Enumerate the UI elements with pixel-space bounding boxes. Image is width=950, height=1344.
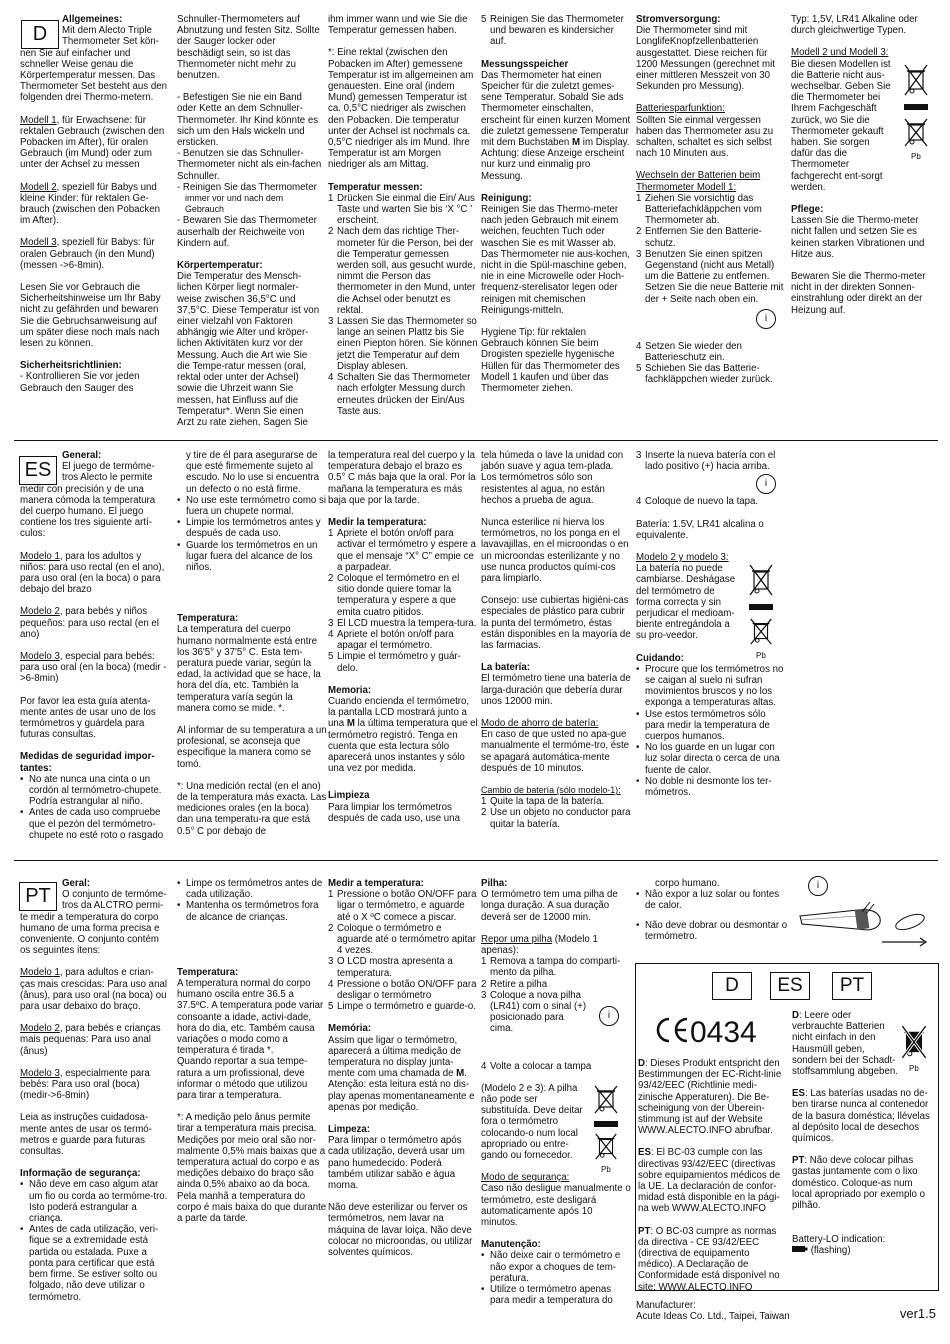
es-column-4 — [481, 450, 631, 830]
de-safety-item: - Befestigen Sie nie ein Band oder Kette an dem Schnuller-Thermometer. Ihr Kind könnte es sich um den Hals wickeln und ersticken. — [177, 92, 319, 149]
es-intro-title: General: — [62, 450, 102, 461]
pt-measure-step: 1 Pressione o botão ON/OFF para ligar o termómetro, e aguarde até o X ºC comece a piscar. — [328, 889, 477, 923]
es-measure-step: 3 El LCD muestra la tempera-tura. — [328, 617, 477, 629]
pt-temp-text: A temperatura normal do corpo humano oscila entre 36.5 a 37.5ºC. A temperatura pode variar consoante a idade, activi-dade, hora do dia, etc. Também causa variações o modo como a temperatura é tirada *. — [177, 978, 324, 1057]
es-model-1: Modelo 1, para los adultos y niños: para uso rectal (en el ano), para uso oral (en la boca) o para debajo del brazo — [20, 550, 165, 596]
de-memory-title: Messungsspeicher — [481, 58, 569, 70]
de-models-2-3-text: Bie diesen Modellen ist die Batterie nicht aus-wechselbar. Geben Sie die Thermometer bei Ihrem Fachgeschäft zurück, wo Sie die Thermometer gekauft haben. Sie sorgen dafür das die Thermometer fachgerecht ent-sorgt werden. — [791, 58, 891, 193]
es-cleaning-title: Limpieza — [328, 790, 370, 802]
de-care-text-2: Bewaren Sie die Thermo-meter nicht in der direkten Sonnen-einstrahlung oder direkt an der Heizung auf. — [791, 271, 926, 316]
es-intro-line2: tros Alecto le permite — [62, 472, 153, 484]
de-hygiene-tip: Hygiene Tip: für rektalen Gebrauch können Sie beim Drogisten spezielle hygenische Hüllen für das Thermometer des Modell 1 kaufen und über das Thermometer ziehen. — [481, 327, 620, 395]
es-battery-save-text: En caso de que usted no apa-gue manualmente el termóme-tro, éste se apagará automática-mente después de 10 minutos. — [481, 729, 630, 774]
es-battery-step: 1 Quite la tapa de la batería. — [481, 796, 605, 808]
version-label: ver1.5 — [899, 1306, 936, 1321]
de-measure-title: Temperatur messen: — [328, 181, 423, 193]
pt-memory-text: Assim que ligar o termómetro, aparecerá a última medição de temperatura no display junta-mente com uma chamada de M. Atenção: esta leitura está no dis-play apenas momentaneamente e apenas por medição. — [328, 1034, 475, 1113]
pt-measure-step: 4 Pressione o botão ON/OFF para desligar o termómetro — [328, 978, 477, 1002]
es-column-1 — [20, 450, 168, 841]
es-measure-step: 5 Limpie el termómetro y guár-delo. — [328, 651, 461, 674]
crossed-out-wheelie-bin-icon — [593, 1085, 619, 1115]
de-measure-step: 5 Reinigen Sie das Thermometer und bewaren es kindersicher auf. — [481, 14, 624, 48]
bin-underbar — [594, 1121, 618, 1127]
de-safety-item: - Kontrollieren Sie vor jeden Gebrauch den Sauger des — [20, 371, 140, 394]
de-battery-step: 4 Setzen Sie wieder den Batterieschutz ein. — [636, 340, 742, 364]
es-safety-cont: y tire de él para asegurarse de que esté firmemente sujeto al escudo. No lo use si encuentra un defecto o no está firme. — [186, 450, 320, 495]
es-cleaning-advice: Consejo: use cubiertas higiéni-cas especiales de plástico para cubrir la punta del termómetro, éstas están disponibles en la mayoría de las farmacias. — [481, 595, 631, 652]
box-lang-tab: PT — [832, 972, 872, 1000]
es-safety-item: • No ate nunca una cinta o un cordón al termómetro-chupete. Podría estrangular al niño. — [20, 773, 162, 808]
de-safety-item-small: immer vor und nach dem Gebrauch — [185, 193, 284, 215]
pt-safety-item: • Limpe os termómetros antes de cada utilização. — [177, 878, 323, 901]
es-memory-title: Memoria: — [328, 684, 372, 696]
box-de-declaration: D: Dieses Produkt entspricht den Bestimmungen der EC-Richt-linie 93/42/EEC (Richtlinie medi-zinische Apperaturen). Die Be-scheinigung von der Überein-stimmung ist auf der Website WWW.ALECTO.INFO abrufbar. — [638, 1058, 782, 1137]
es-temp-text: La temperatura del cuerpo humano normalmente está entre los 36'5° y 37'5° C. Esta tem-peratura puede variar, según la edad, la actividad que se hace, la hora del día, etc. También la temperatura varía según la manera como se mide. *. — [177, 624, 321, 714]
pt-cleaning-never: Não deve esterilizar ou ferver os termómetros, nem lavar na máquina de lavar loiça. Não deve colocar no microondas, ou utilizar solventes químicos. — [328, 1202, 473, 1259]
es-safety-item: • Guarde los termómetros en un lugar fuera del alcance de los niños. — [177, 539, 318, 574]
es-intro-line1: El juego de termóme- — [62, 461, 155, 473]
ce-mark — [654, 1016, 757, 1050]
es-battery-step: 3 Inserte la nueva batería con el lado positivo (+) hacia arriba. — [636, 450, 776, 473]
de-safety-item: - Bewaren Sie das Thermometer auserhalb der Reichweite von Kindern auf. — [177, 215, 317, 249]
pt-read-notice: Leia as instruções cuidadosa-mente antes de usar os termó-metros e guarde para futuras consultas. — [20, 1112, 152, 1158]
es-cleaning-cont: tela húmeda o lave la unidad con jabón suave y agua tem-plada. Los termómetros sólo son resistentes al agua, no están hechos a prueba de agua. — [481, 450, 624, 506]
es-measure-step: 4 Apriete el botón on/off para apagar el termómetro. — [328, 629, 454, 652]
crossed-out-wheelie-bin-icon — [593, 1133, 619, 1161]
section-german — [12, 14, 938, 434]
lang-label-es: ES — [19, 456, 57, 485]
crossed-out-wheelie-bin-icon — [903, 63, 929, 97]
es-temp-inform: Al informar de su temperatura a un profesional, se aconseja que especifique la manera como se tomó. — [177, 725, 327, 770]
es-model-2: Modelo 2, para bebés y niños pequeños: para uso rectal (en el ano) — [20, 606, 159, 640]
de-battery-change-title: Wechseln der Batterien beim Thermometer Modell 1: — [636, 170, 761, 193]
de-measure-step: 1 Drücken Sie einmal die Ein/ Aus Taste und warten Sie bis ‘X °C ’ erscheint. — [328, 192, 475, 227]
es-safety-item: • Limpie los termómetros antes y después de cada uso. — [177, 517, 321, 540]
pt-column-2 — [177, 878, 327, 1224]
crossed-out-wheelie-bin-icon — [748, 563, 774, 597]
info-icon: i — [756, 474, 776, 494]
de-memory-text: Das Thermometer hat einen Speicher für die zuletzt gemes-sene Temperatur. Sobald Sie ads Thermometer einschalten, erscheint für einen kurzen Moment die zuletzt gemessene Temperatur mit dem Buchstaben M im Display. Achtung: diese Anzeige erscheint nur kurz und einmalig pro Messung. — [481, 69, 631, 182]
de-models-2-3-title: Modell 2 und Modell 3: — [791, 47, 889, 59]
pt-temp-title: Temperatura: — [177, 966, 239, 978]
pt-measure-step: 5 Limpe o termómetro e guarde-o. — [328, 1001, 476, 1013]
de-temp-note: *: Eine rektal (zwischen den Pobacken im After) gemessene Temperatur ist im allgemeinen am genauesten. Eine oral (indem Mund) gemessen Temperatur ist ca. 0,5°C niedriger als zwischen den Pobacken. Die temperatur unter der Achsel ist nochmals ca. 0,5°C niedriger als im Mund. Ihre Temperatur ist am Morgen niedriger als am Mittag. — [328, 47, 474, 171]
es-temp-note: *: Una medición rectal (en el ano) de la temperatura más exacta. Las mediciones orales (en la boca) dan una temperatu-ra que está 0.5° C por debajo de — [177, 780, 327, 837]
pt-temp-note: *: A medição pelo ânus permite tirar a temperatura mais precisa. Medições por meio oral são nor-malmente 0,5% mais baixas que a temperatura actual do corpo e as medições debaixo do braço são ainda 0,5% abaixo ao da boca. Pela manhã a temperatura do corpo é mais baixa do que durante a parte da tarde. — [177, 1112, 327, 1225]
bin-underbar — [904, 104, 928, 110]
de-care-title: Pflege: — [791, 204, 824, 216]
pt-safety-mode-text: Caso não desligue manualmente o termómetro, este desligará automaticamente após 10 minutos. — [481, 1183, 631, 1229]
pt-battery-step: 2 Retire a pilha — [481, 978, 548, 990]
pt-safety-item: • Não deve em caso algum atar um fio ou corda ao termóme-tro. Isto poderá estrangular a criança. — [20, 1179, 168, 1225]
de-battery-step: 2 Entfernen Sie den Batterie-schutz. — [636, 226, 762, 249]
pt-measure-step: 3 O LCD mostra apresenta a temperatura. — [328, 956, 453, 979]
low-battery-icon — [792, 1245, 808, 1253]
es-safety-item: • No use este termómetro como si fuera un chupete normal. — [177, 494, 326, 518]
es-column-5 — [636, 450, 786, 798]
pt-maintenance-item: • Não deixe cair o termómetro e não expor a choques de tem-peratura. — [481, 1250, 621, 1284]
manufacturer-label: Manufacturer: — [636, 1300, 696, 1311]
pt-models-2-3-text: (Modelo 2 e 3): A pilha não pode ser substituída. Deve deitar fora o termómetro colocando-o num local apropriado ou entre-gando ou fornecedor. — [481, 1082, 583, 1162]
pt-intro-text: te medir a temperatura do corpo humano de uma forma precisa e conveniente. O conjunto contém os seguintes itens: — [20, 911, 160, 957]
es-safety-item: • Antes de cada uso compruebe que el pezón del termómetro-chupete no esté roto o rasgado — [20, 807, 164, 841]
es-temp-title: Temperatura: — [177, 613, 239, 625]
es-care-item: • No doble ni desmonte los ter-mómetros. — [636, 775, 772, 799]
crossed-out-wheelie-bin-icon — [748, 618, 774, 646]
es-battery-save-title: Modo de ahorro de batería: — [481, 718, 599, 730]
es-intro-text: medir con precisión y de una manera cómoda la temperatura del cuerpo humano. El juego contiene los tres siguiente artí-culos: — [20, 483, 156, 540]
es-cleaning-never: Nunca esterilice ni hierva los termómetros, no los ponga en el lavavajillas, en el microondas o en un microondas esterilizante y no use nunca productos quími-cos para limpiarlo. — [481, 517, 629, 585]
pt-column-3 — [328, 878, 478, 1258]
es-memory-text: Cuando encienda el termómetro, la pantalla LCD mostrará junto a una M la última temperatura que el termómetro registró. Tenga en cuenta que esta lectura sólo aparecerá unos instantes y sólo una vez por medida. — [328, 696, 478, 775]
de-body-temp-text: Die Temperatur des Mensch-lichen Körper liegt normaler-weise zwischen 36,5°C und 37,5°C. Diese Temperatur ist von einer vielzahl von Faktoren abhängig wie Alter und kröper-lichen Aktivitäten kurz vor der Messung. Auch die Art wie Sie die Tempe-ratur messen (oral, rektal oder unter der Achsel) sowie die Uhrzeit wann Sie messen, hat Einfluss auf die Temperatur*. Wenn Sie einen Arzt zu rate ziehen, Sagen Sie — [177, 271, 320, 428]
pt-cleaning-text: Para limpar o termómetro após cada utilização, deverá usar um pano humedecido. Poderá também utilizar sabão e água morna. — [328, 1135, 465, 1192]
de-temp-cont: ihm immer wann und wie Sie die Temperatur gemessen haben. — [328, 14, 468, 37]
de-battery-save-title: Batteriesparfunktion: — [636, 103, 725, 115]
pb-label: Pb — [911, 152, 921, 162]
pt-intro-line1: O conjunto de termóme- — [62, 889, 167, 901]
info-icon: i — [756, 309, 776, 329]
pt-measure-title: Medir a temperatura: — [328, 878, 424, 889]
bin-underbar — [749, 604, 773, 610]
pb-label: Pb — [909, 1064, 919, 1074]
pt-battery-text: O termómetro tem uma pilha de longa duração. A sua duração deverá ser de 12000 min. — [481, 889, 618, 923]
de-power-text: Die Thermometer sind mit LonglifeKnopfzellenbatterien ausgestattet. Diese reichen für 1200 Messungen (gerechnet mit einer mittleren Messzeit von 30 Sekunden pro Messung). — [636, 25, 775, 93]
pt-maintenance-item: • Não deve dobrar ou desmontar o termómetro. — [636, 919, 788, 942]
de-column-5 — [636, 14, 786, 386]
pt-intro-title: Geral: — [62, 878, 90, 889]
box-lang-tab: D — [712, 972, 752, 1000]
pt-intro-line2: tros da ALCTRO permi- — [62, 900, 164, 912]
divider — [14, 440, 938, 441]
pt-safety-mode-title: Modo de segurança: — [481, 1172, 570, 1184]
pt-model-2: Modelo 2, para bebés e crianças mais pequenas: Para uso anal (ânus) — [20, 1023, 161, 1057]
es-safety-title: Medidas de seguridad impor-tantes: — [20, 751, 155, 774]
box-es-declaration: ES: El BC-03 cumple con las directivas 93/42/EEC (directivas sobre equipamientos médicos de la UE. La declaración de confor-midad está disponible en la pági-na web WWW.ALECTO.INFO — [638, 1147, 781, 1215]
pt-model-3: Modelo 3, especialmente para bebés: Para uso oral (boca)(medir->6-8min) — [20, 1067, 150, 1102]
es-cleaning-text: Para limpiar los termómetros después de cada uso, use una — [328, 801, 460, 824]
es-measure-step: 1 Apriete el botón on/off para activar el termómetro y espere a que el mensaje “X° C” empie ce a parpadear. — [328, 528, 476, 573]
crossed-out-wheelie-bin-icon — [900, 1024, 928, 1060]
pt-safety-item: • Antes de cada utilização, veri-fique se a extremidade está partida ou estalada. Puxe a ponta para certificar que está bem firme. Se estiver solto ou folgado, não deve utilizar o termómetro. — [20, 1224, 159, 1303]
lang-label-de: D — [21, 20, 59, 49]
battery-lo-label: Battery-LO indication: — [792, 1234, 886, 1246]
pt-battery-step: 3 Coloque a nova pilha (LR41) com o sinal (+) posicionado para cima. — [481, 989, 587, 1035]
divider — [14, 860, 938, 861]
de-measure-step: 3 Lassen Sie das Thermometer so lange an seinen Plattz bis Sie einen Piepton hören. Sie können jetzt die Temperatur auf dem Display ablesen. — [328, 316, 478, 372]
es-care-item: • Procure que los termómetros no se caigan al suelo ni sufran movimientos bruscos y no los exponga a temperaturas altas. — [636, 663, 784, 709]
box-pt-declaration: PT: O BC-03 cumpre as normas da directiva - CE 93/42/EEC (directiva de equipamento médico). A Declaração de Conformidade está disponível no site: WWW.ALECTO.INFO — [638, 1225, 780, 1293]
de-safety-item: - Reinigen Sie das Thermometer — [177, 181, 317, 193]
es-model-3: Modelo 3, especial para bebés: para uso oral (en la boca) (medir ->6-8min) — [20, 651, 167, 685]
box-pt-recycling: PT: Não deve colocar pilhas gastas juntamente com o lixo doméstico. Coloque-as num local apropriado por exemplo o pilhão. — [792, 1155, 926, 1212]
pb-label: Pb — [756, 650, 766, 660]
de-battery-step: 1 Ziehen Sie vorsichtig das Batteriefachkläppchen vom Thermometer ab. — [636, 192, 762, 227]
pt-temp-text-2: Quando reportar a sua tempe-ratura a um profissional, deve informar o método que utilizou para tirar a temperatura. — [177, 1056, 308, 1102]
es-measure-step: 2 Coloque el termómetro en el sitio donde quiere tomar la temperatura y espere a que emita cuatro pitidos. — [328, 573, 460, 618]
es-battery-step: 4 Coloque de nuevo la tapa. — [636, 496, 759, 508]
es-read-notice: Por favor lea esta guía atenta-mente antes de usar uno de los termómetros y guárdela para futuras consultas. — [20, 695, 156, 741]
box-recycling-column — [792, 1010, 932, 1257]
info-icon: i — [808, 876, 828, 896]
pt-maintenance-item: • Utilize o termómetro apenas para medir a temperatura do — [481, 1284, 613, 1307]
pt-maintenance-item: • Não expor a luz solar ou fontes de calor. — [636, 889, 780, 912]
es-care-item: • No los guarde en un lugar con luz solar directa o cerca de una fuente de calor. — [636, 742, 780, 776]
manufacturer-name: Acute Ideas Co. Ltd., Taipei, Taiwan — [636, 1311, 790, 1323]
box-declaration-column — [638, 1058, 786, 1304]
pt-maintenance-cont: corpo humano. — [655, 878, 720, 889]
box-lang-tab: ES — [770, 972, 810, 1000]
de-measure-step: 4 Schalten Sie das Thermometer nach erfolgter Messung durch erneutes drücken der Ein/Aus Taste aus. — [328, 372, 471, 417]
de-power-title: Stromversorgung: — [636, 14, 721, 25]
pt-battery-step: 1 Remova a tampa do comparti-mento da pilha. — [481, 956, 621, 979]
section-spanish — [12, 450, 938, 850]
es-temp-cont: la temperatura real del cuerpo y la temperatura debajo el brazo es 0.5° C más baja que la oral. Por la mañana la temperatura es más baja que por la tarde. — [328, 450, 476, 506]
de-cleaning-text: Reinigen Sie das Thermo-meter nach jeden Gebrauch mit einem weichen, feuchten Tuch oder waschen Sie es mit Wasser ab. Das Thermometer nie aus-kochen, nicht in die Spül-maschine geben, nie in eine Microwelle oder Hoch-frequenz-sterelisator legen oder reinigen mit chemischen Reinigungs-mitteln. — [481, 204, 630, 316]
de-column-6 — [791, 14, 939, 327]
de-battery-step: 3 Benutzen Sie einen spitzen Gegenstand (nicht aus Metall) um die Batterie zu entfernen. Setzen Sie die neue Batterie mit der + Seite nach oben ein. — [636, 248, 784, 305]
pt-maintenance-title: Manutenção: — [481, 1239, 541, 1251]
de-model-2: Modell 2, speziell für Babys und kleine Kinder: für rektalen Ge-brauch (zwischen den Pobacken im After). — [20, 181, 161, 227]
de-read-notice: Lesen Sie vor Gebrauch die Sicherheitshinweise um Ihr Baby nicht zu gefährden und bewaren Sie die Gebruchsanweisung auf um später diese noch mals nach lesen zu können. — [20, 282, 161, 350]
de-intro-text: nen Sie auf einfacher und schneller Weise genau die Körpertemperatur messen. Das Thermometer Set besteht aus den folgenden drei Thermo-metern. — [20, 47, 168, 104]
box-de-recycling: D: Leere oder verbrauchte Batterien nicht einfach in den Hausmüll geben, sondern bei der Schadt-stoffsammlung abgeben. — [792, 1010, 898, 1078]
de-column-4 — [481, 14, 631, 405]
pt-column-1 — [20, 878, 168, 1303]
de-battery-type: Typ: 1,5V, LR41 Alkaline oder durch gleichwertige Typen. — [791, 14, 918, 37]
pt-cleaning-title: Limpeza: — [328, 1124, 370, 1136]
box-es-recycling: ES: Las baterías usadas no de-ben tirarse nunca al contenedor de la basura doméstica; llévelas al depósito local de desechos químicos. — [792, 1088, 930, 1145]
pt-battery-title: Pilha: — [481, 878, 508, 889]
de-care-text-1: Lassen Sie die Thermo-meter nicht fallen und setzen Sie es keinen starken Vibrationen und Hitze aus. — [791, 215, 925, 260]
es-battery-type: Batería: 1.5V, LR41 alcalina o equivalente. — [636, 518, 764, 541]
info-icon: i — [599, 1006, 619, 1026]
es-battery-change-title: Cambio de batería (sólo modelo-1): — [481, 785, 621, 796]
pb-label: Pb — [601, 1165, 611, 1175]
de-battery-save-text: Sollten Sie einmal vergessen haben das Thermometer asu zu schalten, schaltet es sich selbst nach 10 Minuten aus. — [636, 114, 774, 160]
es-models-2-3-text: La batería no puede cambiarse. Deshágase del termómetro de forma correcta y sin perjudicar el medioam-biente entregándola a su pro-veedor. — [636, 563, 736, 642]
pt-column-5 — [636, 878, 788, 942]
pt-safety-item: • Mantenha os termómetros fora de alcance de crianças. — [177, 900, 319, 923]
de-intro-line1: Mit dem Alecto Triple — [62, 25, 152, 37]
pt-battery-step: 4 Volte a colocar a tampa — [481, 1060, 592, 1072]
de-column-1 — [20, 14, 168, 394]
pt-battery-change-title: Repor uma pilha (Modelo 1 apenas): — [481, 933, 598, 957]
de-safety-title: Sicherheitsrichtlinien: — [20, 360, 122, 372]
battery-replacement-illustration — [798, 876, 938, 956]
pt-model-1: Modelo 1, para adultos e crian-ças mais crescidas: Para uso anal (ânus), para uso oral (na boca) ou para usar debaixo do braço. — [20, 967, 167, 1013]
ce-number: 0434 — [690, 1016, 757, 1049]
pt-memory-title: Memória: — [328, 1023, 372, 1035]
de-measure-step: 2 Nach dem das richtige Ther-mometer für die Person, bei der die Temperatur gemessen werden soll, aus gesucht wurde, nimmt die Person das thermometer in den Mund, unter die Achsel oder benutzt es rektal. — [328, 226, 476, 316]
pt-safety-title: Informação de segurança: — [20, 1168, 141, 1180]
de-model-3: Modell 3, speziell für Babys: für oralen Gebrauch (in den Mund) (messen ->6-8min). — [20, 237, 155, 271]
de-column-3 — [328, 14, 478, 417]
es-column-2 — [177, 450, 327, 837]
de-intro-line2: Thermometer Set kön- — [62, 36, 159, 48]
de-intro-title: Allgemeines: — [62, 14, 123, 25]
crossed-out-wheelie-bin-icon — [903, 118, 929, 148]
es-care-item: • Use estos termómetros sólo para medir la temperatura de cuerpos humanos. — [636, 708, 770, 743]
battery-lo-indicator: (flashing) — [792, 1245, 932, 1256]
es-column-3 — [328, 450, 478, 824]
es-measure-title: Medir la temperatura: — [328, 517, 427, 529]
de-cleaning-title: Reinigung: — [481, 192, 532, 204]
lang-label-pt: PT — [19, 882, 57, 911]
pt-column-4 — [481, 878, 631, 1307]
de-safety-item: - Benutzen sie das Schnuller-Thermometer nicht als ein-fachen Schnuller. — [177, 148, 322, 182]
thermometer-icon — [798, 876, 938, 956]
pt-measure-step: 2 Coloque o termómetro e aguarde até o termómetro apitar 4 vezes. — [328, 922, 476, 957]
footer — [636, 1300, 936, 1323]
de-column-2 — [177, 14, 322, 428]
es-battery-text: El termómetro tiene una batería de larga-duración que debería durar unos 12000 min. — [481, 673, 631, 707]
es-battery-title: La batería: — [481, 662, 530, 674]
de-safety-cont: Schnuller-Thermometers auf Abnutzung und festen Sitz. Sollte der Sauger locker oder beschädigt sein, so ist das Thermometer nicht mehr zu benutzen. — [177, 14, 320, 82]
es-care-title: Cuidando: — [636, 652, 684, 664]
es-battery-step: 2 Use un objeto no conductor para quitar la batería. — [481, 807, 631, 830]
es-models-2-3-title: Modelo 2 y modelo 3: — [636, 552, 729, 564]
conformity-box — [635, 963, 939, 1291]
de-body-temp-title: Körpertemperatur: — [177, 260, 263, 272]
de-model-1: Modell 1, für Erwachsene: für rektalen Gebrauch (zwischen den Pobacken im After), für oralen Gebrauch (im Mund) oder zum unter der Achsel zu messen — [20, 114, 165, 171]
ce-icon — [654, 1016, 690, 1044]
de-battery-step: 5 Schieben Sie das Batterie-fachkläppchen wieder zurück. — [636, 363, 773, 386]
